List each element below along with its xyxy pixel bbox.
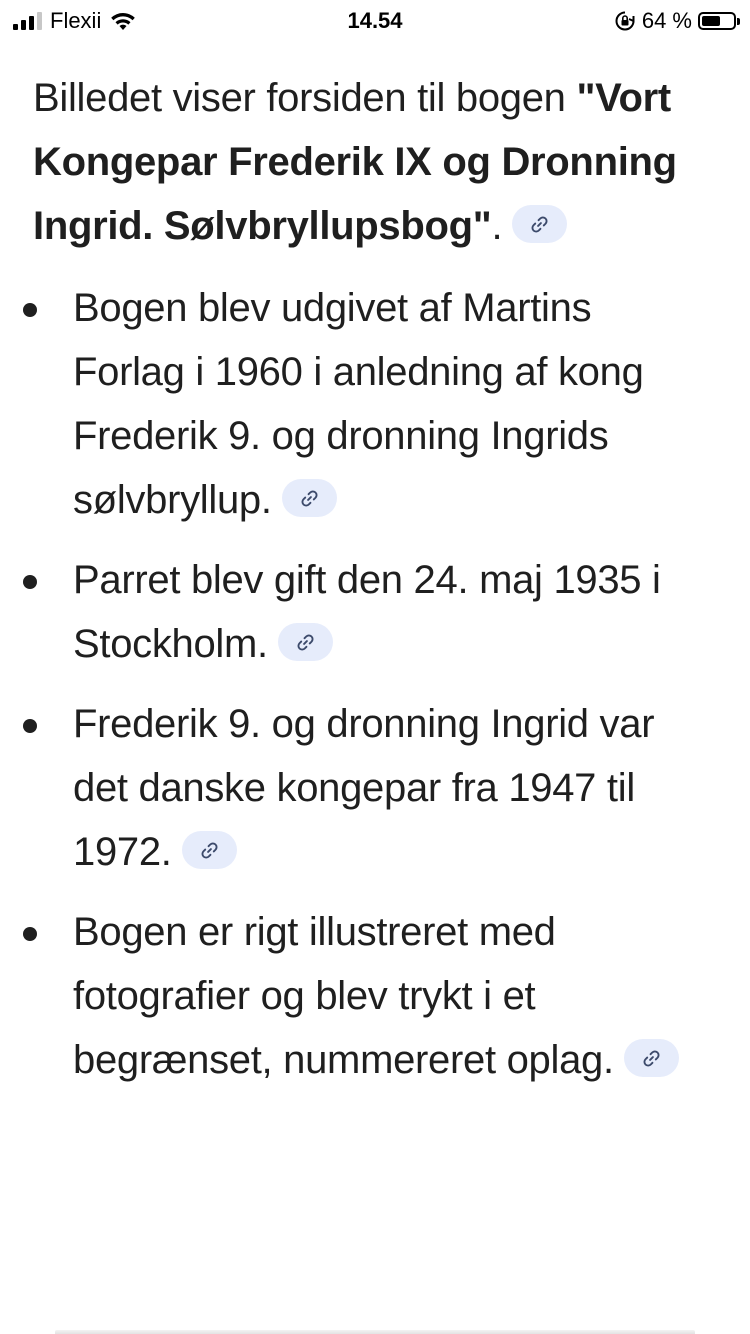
list-item-text: Frederik 9. og dronning Ingrid var det danske kongepar fra 1947 til 1972.: [73, 702, 655, 874]
status-bar: [0, 0, 750, 40]
answer-content: [0, 66, 750, 1108]
carrier-name: Flexii: [50, 8, 102, 33]
bullet-dot: [23, 303, 37, 317]
list-item-text: Bogen er rigt illustreret med fotografier og blev trykt i et begrænset, nummereret oplag.: [73, 910, 614, 1082]
status-right: [614, 8, 736, 34]
intro-paragraph: [33, 66, 723, 258]
battery-fill: [702, 16, 720, 26]
list-item: [0, 548, 713, 676]
intro-end: .: [491, 204, 503, 248]
list-item: [0, 900, 713, 1092]
source-link-button[interactable]: [512, 205, 567, 243]
list-item-text: Parret blev gift den 24. maj 1935 i Stockholm.: [73, 558, 661, 666]
link-icon: [300, 489, 319, 508]
fact-list: [0, 276, 750, 1092]
link-icon: [296, 633, 315, 652]
link-icon: [200, 841, 219, 860]
list-item-text: Bogen blev udgivet af Martins Forlag i 1960 i anledning af kong Frederik 9. og dronning Ingrids sølvbryllup.: [73, 286, 644, 522]
battery-nub: [737, 18, 740, 25]
bullet-dot: [23, 719, 37, 733]
battery-icon: [698, 12, 736, 30]
battery-percent: 64 %: [641, 8, 692, 33]
book-title: "Vort Kongepar Frederik IX og Dronning Ingrid. Sølvbryllupsbog": [33, 76, 677, 248]
source-link-button[interactable]: [282, 479, 337, 517]
source-link-button[interactable]: [278, 623, 333, 661]
intro-lead: Billedet viser forsiden til bogen: [33, 76, 577, 120]
source-link-button[interactable]: [182, 831, 237, 869]
status-time: 14.54: [347, 8, 403, 33]
bottom-sheet-edge: [55, 1330, 695, 1334]
orientation-lock-icon: [614, 10, 636, 32]
source-link-button[interactable]: [624, 1039, 679, 1077]
bullet-dot: [23, 575, 37, 589]
bullet-dot: [23, 927, 37, 941]
list-item: [0, 276, 713, 532]
link-icon: [530, 215, 549, 234]
list-item: [0, 692, 713, 884]
link-icon: [642, 1049, 661, 1068]
